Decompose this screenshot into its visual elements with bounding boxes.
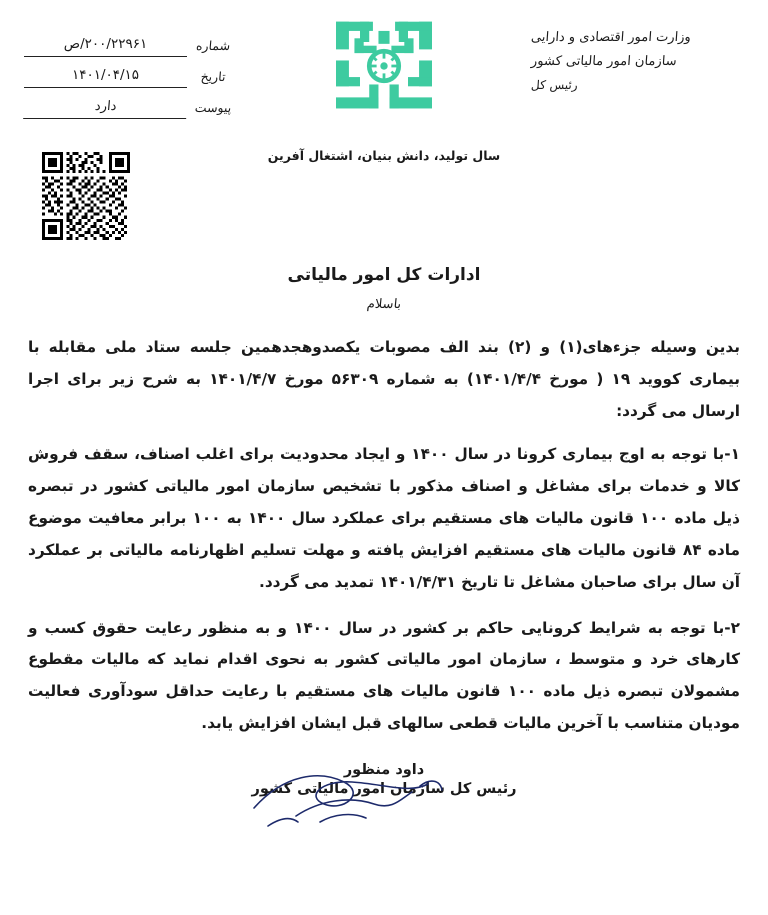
letter-body xyxy=(28,332,740,754)
date-label: تاریخ xyxy=(200,69,227,84)
addressee-title: ادارات کل امور مالیاتی xyxy=(287,265,481,285)
signatory-title: رئیس کل سازمان امور مالیاتی کشور xyxy=(251,781,517,797)
number-label: شماره xyxy=(195,38,231,53)
tax-organization-emblem-icon xyxy=(328,18,440,114)
letterhead-ministry xyxy=(531,26,746,96)
signatory-name: داود منظور xyxy=(343,762,425,778)
number-value: ۲۰۰/۲۲۹۶۱/ص xyxy=(24,36,187,57)
paragraph-clause-2: ۲-با توجه به شرایط کرونایی حاکم بر کشور در سال ۱۴۰۰ و به منظور رعایت حقوق کسب و کارهای خرد و متوسط ، سازمان امور مالیاتی کشور به نحوی اقدام نماید که مالیات مقطوع مشمولان تبصره ذیل ماده ۱۰۰ قانون مالیات های مستقیم با رعایت حداقل سودآوری فعالیت مودیان متناسب با آخرین مالیات قطعی سالهای قبل ایشان افزایش یابد. xyxy=(28,618,740,732)
year-slogan: سال تولید، دانش بنیان، اشتغال آفرین xyxy=(267,148,501,163)
attachment-value: دارد xyxy=(23,99,188,119)
letterhead-line-2: سازمان امور مالیاتی کشور xyxy=(530,54,678,70)
meta-row-attachment xyxy=(24,88,239,119)
attachment-label: پیوست xyxy=(194,100,233,115)
paragraph-clause-1: ۱-با توجه به اوج بیماری کرونا در سال ۱۴۰۰ و ایجاد محدودیت برای اغلب اصناف، سقف فروش کالا و خدمات برای مشاغل و اصناف مذکور با تشخیص سازمان امور مالیاتی کشور در تبصره ذیل ماده ۱۰۰ قانون مالیات های مستقیم برای عملکرد سال ۱۴۰۰ به ۱۰۰ برابر معافیت موضوع ماده ۸۴ قانون مالیات های مستقیم افزایش یافته و مهلت تسلیم اظهارنامه مالیاتی بر عملکرد آن سال برای صاحبان مشاغل تا تاریخ ۱۴۰۱/۴/۳۱ تمدید می گردد. xyxy=(28,445,740,591)
meta-row-number xyxy=(24,26,239,57)
paragraph-intro: بدین وسیله جزءهای(۱) و (۲) بند الف مصوبات یکصدوهجدهمین جلسه ستاد ملی مقابله با بیماری کووید ۱۹ ( مورخ ۱۴۰۱/۴/۴) به شماره ۵۶۳۰۹ مورخ ۱۴۰۱/۴/۷ به شرح زیر برای اجرا ارسال می گردد: xyxy=(28,338,740,420)
meta-row-date xyxy=(24,57,239,88)
letterhead-line-1: وزارت امور اقتصادی و دارایی xyxy=(530,30,692,45)
emblem-container xyxy=(319,18,449,118)
letter-header xyxy=(0,0,768,163)
letter-meta-block xyxy=(24,26,239,119)
signature-block xyxy=(0,762,768,797)
qr-code-icon xyxy=(42,152,130,240)
salutation-text: باسلام xyxy=(366,297,402,312)
letterhead-line-3: رئیس کل xyxy=(530,78,579,93)
date-value: ۱۴۰۱/۰۴/۱۵ xyxy=(24,67,187,88)
